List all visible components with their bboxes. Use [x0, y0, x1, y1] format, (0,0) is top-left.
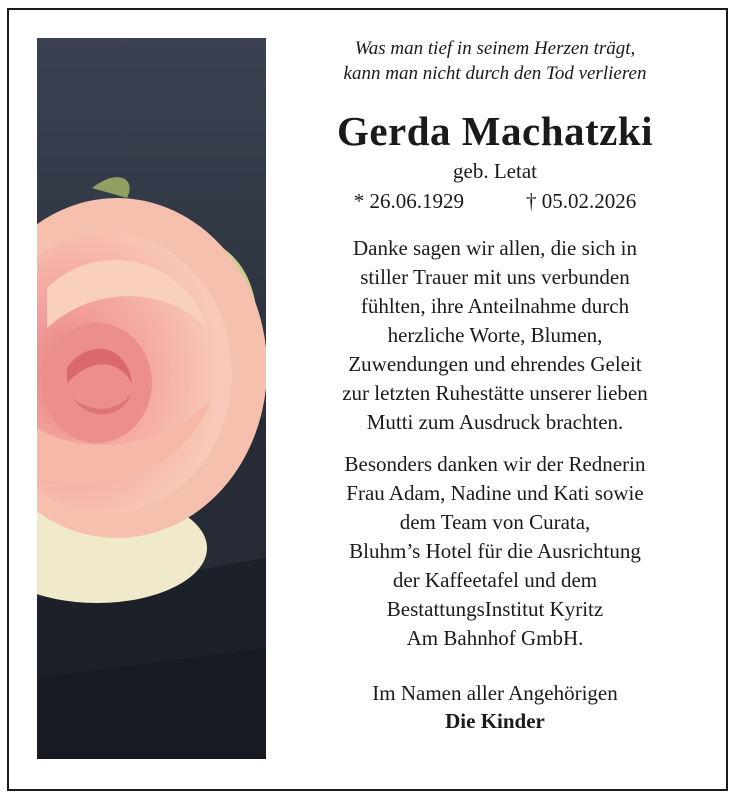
text-line: dem Team von Curata, [399, 510, 591, 534]
signature-intro: Im Namen aller Angehörigen [372, 681, 618, 705]
obituary-text [280, 36, 710, 735]
death-date: † 05.02.2026 [526, 189, 637, 213]
text-line: Am Bahnhof GmbH. [406, 626, 584, 650]
thanks-paragraph [280, 234, 710, 437]
text-line: fühlten, ihre Anteilnahme durch [360, 294, 630, 318]
special-thanks-paragraph [280, 450, 710, 653]
life-dates [280, 188, 710, 214]
rose-photo [37, 38, 266, 759]
text-line: Besonders danken wir der Rednerin [344, 452, 646, 476]
text-line: Frau Adam, Nadine und Kati sowie [346, 481, 644, 505]
text-line: stiller Trauer mit uns verbunden [360, 265, 630, 289]
maiden-name: geb. Letat [453, 159, 537, 183]
signature-block [280, 679, 710, 735]
text-line: zur letzten Ruhestätte unserer lieben [342, 381, 648, 405]
text-line: Danke sagen wir allen, die sich in [353, 236, 637, 260]
text-line: Zuwendungen und ehrendes Geleit [348, 352, 642, 376]
motto-line: Was man tief in seinem Herzen trägt, [354, 38, 636, 59]
motto-quote [280, 36, 710, 86]
deceased-name: Gerda Machatzki [336, 108, 654, 154]
motto-line: kann man nicht durch den Tod verlieren [343, 63, 647, 84]
signature: Die Kinder [445, 709, 545, 733]
text-line: BestattungsInstitut Kyritz [386, 597, 604, 621]
text-line: der Kaffeetafel und dem [392, 568, 598, 592]
text-line: herzliche Worte, Blumen, [387, 323, 603, 347]
text-line: Mutti zum Ausdruck brachten. [366, 410, 624, 434]
birth-date: * 26.06.1929 [353, 189, 464, 213]
text-line: Bluhm’s Hotel für die Ausrichtung [349, 539, 641, 563]
